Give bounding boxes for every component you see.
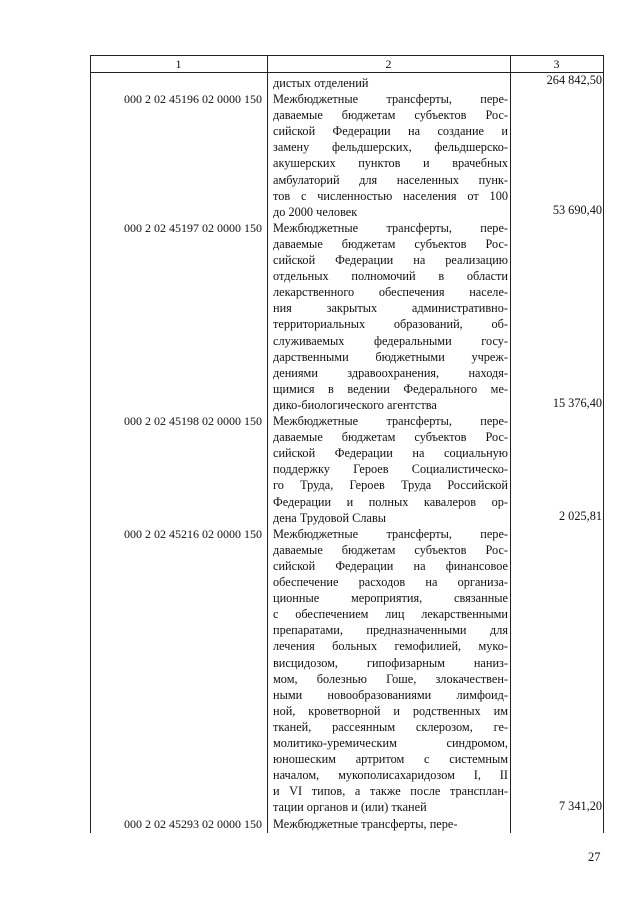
description-line: замену фельдшерских, фельдшерско- xyxy=(273,140,508,155)
budget-code: 000 2 02 45196 02 0000 150 xyxy=(124,92,262,107)
description-line: препаратами, предназначенными для xyxy=(273,623,508,638)
description-line: амбулаторий для населенных пунк- xyxy=(273,172,508,187)
description-line: началом, мукополисахаридозом I, II xyxy=(273,768,508,783)
column-header-3: 3 xyxy=(553,57,560,71)
description-line: тов с численностью населения от 100 xyxy=(273,188,508,203)
column-header-2: 2 xyxy=(385,57,392,71)
description-line: обеспечение расходов на организа- xyxy=(273,575,508,590)
description-line: даваемые бюджетам субъектов Рос- xyxy=(273,542,508,557)
description-line: ными новообразованиями лимфоид- xyxy=(273,687,508,702)
description-line: дико-биологического агентства xyxy=(273,397,437,412)
description-line: территориальных образований, об- xyxy=(273,317,508,332)
description-line: дена Трудовой Славы xyxy=(273,510,387,525)
description-line: ционные мероприятия, связанные xyxy=(273,591,508,606)
description-line: даваемые бюджетам субъектов Рос- xyxy=(273,108,508,123)
description-line: ния закрытых административно- xyxy=(273,301,508,316)
description-line: сийской Федерации на социальную xyxy=(273,446,508,461)
description-line: отдельных полномочий в области xyxy=(273,269,508,284)
transfer-description xyxy=(273,816,508,832)
description-line: и VI типов, а также после трансплан- xyxy=(273,784,508,799)
transfer-description xyxy=(273,413,508,526)
description-line: сийской Федерации на реализацию xyxy=(273,253,508,268)
description-line: служиваемых федеральными госу- xyxy=(273,333,508,348)
description-line: до 2000 человек xyxy=(273,204,358,219)
description-line: дарственными бюджетными учреж- xyxy=(273,349,508,364)
description-line: Межбюджетные трансферты, пере- xyxy=(273,526,508,541)
table-border-left xyxy=(90,56,91,833)
description-line: ной, кроветворной и родственных им xyxy=(273,703,508,718)
description-line: юношеским артритом с системным xyxy=(273,752,508,767)
transfer-amount: 15 376,40 xyxy=(552,396,602,410)
column-divider-2 xyxy=(510,56,511,833)
description-line: с обеспечением лиц лекарственными xyxy=(273,607,508,622)
description-line: сийской Федерации на создание и xyxy=(273,124,508,139)
description-line: тканей, рассеянным склерозом, ге- xyxy=(273,719,508,734)
description-line: лечения больных гемофилией, муко- xyxy=(273,639,508,654)
description-line: Межбюджетные трансферты, пере- xyxy=(273,414,508,429)
transfer-amount: 2 025,81 xyxy=(558,508,602,523)
page-number: 27 xyxy=(588,850,601,864)
description-line: лекарственного обеспечения населе- xyxy=(273,285,508,300)
description-line: акушерских пунктов и врачебных xyxy=(273,156,508,171)
description-line: даваемые бюджетам субъектов Рос- xyxy=(273,236,508,251)
transfer-description xyxy=(273,75,508,91)
budget-code: 000 2 02 45216 02 0000 150 xyxy=(124,526,262,541)
description-line: мом, болезнью Гоше, злокачествен- xyxy=(273,671,508,686)
transfer-amount: 264 842,50 xyxy=(546,73,602,87)
description-line: сийской Федерации на финансовое xyxy=(273,558,508,573)
transfer-amount: 53 690,40 xyxy=(552,202,602,217)
description-line: дениями здравоохранения, находя- xyxy=(273,365,508,380)
description-line: даваемые бюджетам субъектов Рос- xyxy=(273,430,508,445)
transfer-description xyxy=(273,526,508,816)
transfer-description xyxy=(273,91,508,220)
description-line: щимися в ведении Федерального ме- xyxy=(273,381,508,396)
column-header-1: 1 xyxy=(175,57,182,71)
description-line: Федерации и полных кавалеров ор- xyxy=(273,494,508,509)
transfer-amount: 7 341,20 xyxy=(558,798,602,813)
budget-code: 000 2 02 45197 02 0000 150 xyxy=(124,220,262,235)
description-line: молитико-уремическим синдромом, xyxy=(273,736,508,751)
table-border-right xyxy=(603,56,604,833)
description-line: тации органов и (или) тканей xyxy=(273,800,427,815)
description-line: Межбюджетные трансферты, пере- xyxy=(273,92,508,107)
description-line: висцидозом, гипофизарным наниз- xyxy=(273,655,508,670)
budget-code: 000 2 02 45198 02 0000 150 xyxy=(124,414,262,429)
budget-table xyxy=(90,55,604,833)
budget-code: 000 2 02 45293 02 0000 150 xyxy=(124,816,262,831)
transfer-description xyxy=(273,220,508,413)
description-line: дистых отделений xyxy=(273,76,369,90)
description-line: Межбюджетные трансферты, пере- xyxy=(273,220,508,235)
description-line: Межбюджетные трансферты, пере- xyxy=(273,816,458,831)
description-line: го Труда, Героев Труда Российской xyxy=(273,478,508,493)
description-line: поддержку Героев Социалистическо- xyxy=(273,462,508,477)
column-divider-1 xyxy=(267,56,268,833)
